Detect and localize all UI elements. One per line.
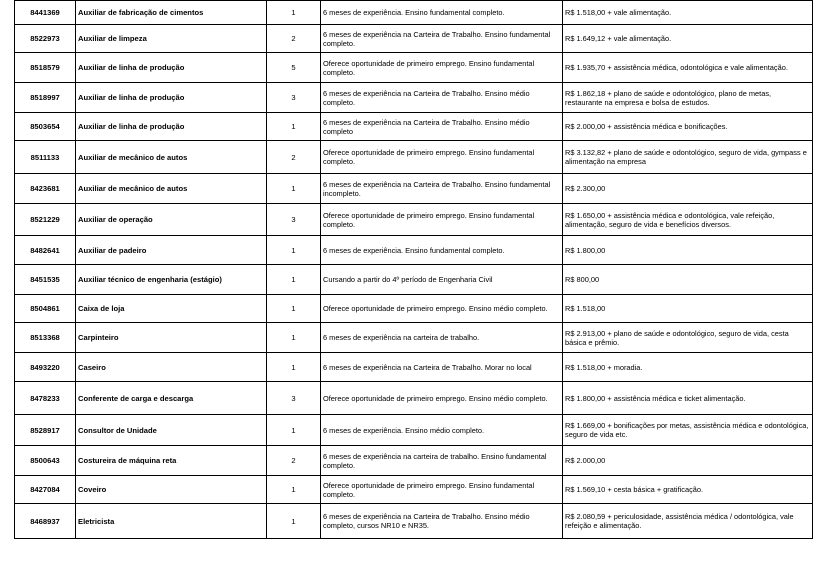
vacancy-count: 1 bbox=[267, 415, 321, 446]
vacancy-count: 3 bbox=[267, 83, 321, 113]
job-title: Auxiliar de linha de produção bbox=[76, 53, 267, 83]
vacancy-code: 8513368 bbox=[15, 323, 76, 353]
vacancy-code: 8468937 bbox=[15, 504, 76, 539]
vacancy-count: 5 bbox=[267, 53, 321, 83]
requirements: Oferece oportunidade de primeiro emprego. Ensino fundamental completo. bbox=[321, 204, 563, 236]
salary-benefits: R$ 1.649,12 + vale alimentação. bbox=[563, 25, 813, 53]
requirements: 6 meses de experiência na Carteira de Trabalho. Ensino médio completo, cursos NR10 e NR35. bbox=[321, 504, 563, 539]
vacancy-code: 8511133 bbox=[15, 141, 76, 174]
vacancy-count: 1 bbox=[267, 174, 321, 204]
requirements: Cursando a partir do 4º período de Engenharia Civil bbox=[321, 265, 563, 295]
vacancy-code: 8521229 bbox=[15, 204, 76, 236]
vacancy-count: 1 bbox=[267, 265, 321, 295]
vacancy-count: 2 bbox=[267, 141, 321, 174]
table-row bbox=[15, 382, 813, 415]
vacancy-count: 1 bbox=[267, 295, 321, 323]
vacancy-code: 8427084 bbox=[15, 476, 76, 504]
table-row bbox=[15, 504, 813, 539]
requirements: 6 meses de experiência na Carteira de Trabalho. Ensino médio completo. bbox=[321, 83, 563, 113]
table-row bbox=[15, 236, 813, 265]
salary-benefits: R$ 1.518,00 + vale alimentação. bbox=[563, 1, 813, 25]
vacancy-code: 8528917 bbox=[15, 415, 76, 446]
vacancy-count: 1 bbox=[267, 353, 321, 382]
vacancy-code: 8482641 bbox=[15, 236, 76, 265]
salary-benefits: R$ 1.569,10 + cesta básica + gratificação. bbox=[563, 476, 813, 504]
job-title: Auxiliar de operação bbox=[76, 204, 267, 236]
table-row bbox=[15, 295, 813, 323]
salary-benefits: R$ 1.935,70 + assistência médica, odontológica e vale alimentação. bbox=[563, 53, 813, 83]
vacancy-count: 1 bbox=[267, 1, 321, 25]
vacancy-code: 8423681 bbox=[15, 174, 76, 204]
salary-benefits: R$ 1.669,00 + bonificações por metas, assistência médica e odontológica, seguro de vida etc. bbox=[563, 415, 813, 446]
vacancy-code: 8441369 bbox=[15, 1, 76, 25]
vacancy-code: 8478233 bbox=[15, 382, 76, 415]
table-row bbox=[15, 204, 813, 236]
salary-benefits: R$ 1.800,00 + assistência médica e ticket alimentação. bbox=[563, 382, 813, 415]
job-title: Auxiliar de padeiro bbox=[76, 236, 267, 265]
requirements: 6 meses de experiência. Ensino médio completo. bbox=[321, 415, 563, 446]
job-title: Caixa de loja bbox=[76, 295, 267, 323]
job-listing-sheet bbox=[14, 0, 813, 539]
vacancy-count: 1 bbox=[267, 236, 321, 265]
salary-benefits: R$ 2.300,00 bbox=[563, 174, 813, 204]
salary-benefits: R$ 1.518,00 bbox=[563, 295, 813, 323]
table-row bbox=[15, 446, 813, 476]
job-title: Auxiliar de linha de produção bbox=[76, 113, 267, 141]
salary-benefits: R$ 2.080,59 + periculosidade, assistência médica / odontológica, vale refeição e alimentação. bbox=[563, 504, 813, 539]
table-row bbox=[15, 476, 813, 504]
job-title: Coveiro bbox=[76, 476, 267, 504]
table-row bbox=[15, 1, 813, 25]
requirements: 6 meses de experiência na carteira de trabalho. Ensino fundamental completo. bbox=[321, 446, 563, 476]
requirements: 6 meses de experiência na Carteira de Trabalho. Ensino médio completo bbox=[321, 113, 563, 141]
vacancy-count: 1 bbox=[267, 323, 321, 353]
vacancy-count: 2 bbox=[267, 446, 321, 476]
table-row bbox=[15, 53, 813, 83]
vacancy-count: 1 bbox=[267, 476, 321, 504]
vacancy-code: 8518997 bbox=[15, 83, 76, 113]
salary-benefits: R$ 3.132,82 + plano de saúde e odontológico, seguro de vida, gympass e alimentação na empresa bbox=[563, 141, 813, 174]
job-table bbox=[14, 0, 813, 539]
table-row bbox=[15, 323, 813, 353]
vacancy-count: 3 bbox=[267, 204, 321, 236]
job-title: Consultor de Unidade bbox=[76, 415, 267, 446]
job-title: Caseiro bbox=[76, 353, 267, 382]
table-row bbox=[15, 353, 813, 382]
salary-benefits: R$ 1.800,00 bbox=[563, 236, 813, 265]
requirements: Oferece oportunidade de primeiro emprego. Ensino fundamental completo. bbox=[321, 141, 563, 174]
requirements: 6 meses de experiência na Carteira de Trabalho. Ensino fundamental incompleto. bbox=[321, 174, 563, 204]
salary-benefits: R$ 2.913,00 + plano de saúde e odontológico, seguro de vida, cesta básica e prêmio. bbox=[563, 323, 813, 353]
vacancy-code: 8518579 bbox=[15, 53, 76, 83]
vacancy-code: 8493220 bbox=[15, 353, 76, 382]
requirements: 6 meses de experiência na Carteira de Trabalho. Ensino fundamental completo. bbox=[321, 25, 563, 53]
salary-benefits: R$ 2.000,00 + assistência médica e bonificações. bbox=[563, 113, 813, 141]
vacancy-code: 8503654 bbox=[15, 113, 76, 141]
requirements: 6 meses de experiência. Ensino fundamental completo. bbox=[321, 1, 563, 25]
requirements: Oferece oportunidade de primeiro emprego. Ensino fundamental completo. bbox=[321, 476, 563, 504]
salary-benefits: R$ 800,00 bbox=[563, 265, 813, 295]
job-title: Auxiliar de mecânico de autos bbox=[76, 174, 267, 204]
salary-benefits: R$ 1.518,00 + moradia. bbox=[563, 353, 813, 382]
table-row bbox=[15, 113, 813, 141]
vacancy-count: 1 bbox=[267, 504, 321, 539]
vacancy-code: 8500643 bbox=[15, 446, 76, 476]
job-title: Carpinteiro bbox=[76, 323, 267, 353]
job-title: Conferente de carga e descarga bbox=[76, 382, 267, 415]
vacancy-code: 8504861 bbox=[15, 295, 76, 323]
table-row bbox=[15, 25, 813, 53]
vacancy-count: 2 bbox=[267, 25, 321, 53]
salary-benefits: R$ 1.862,18 + plano de saúde e odontológico, plano de metas, restaurante na empresa e bolsa de estudos. bbox=[563, 83, 813, 113]
requirements: 6 meses de experiência na carteira de trabalho. bbox=[321, 323, 563, 353]
job-title: Auxiliar de mecânico de autos bbox=[76, 141, 267, 174]
requirements: Oferece oportunidade de primeiro emprego. Ensino médio completo. bbox=[321, 295, 563, 323]
table-row bbox=[15, 174, 813, 204]
table-row bbox=[15, 141, 813, 174]
vacancy-count: 3 bbox=[267, 382, 321, 415]
table-row bbox=[15, 265, 813, 295]
job-title: Auxiliar de fabricação de cimentos bbox=[76, 1, 267, 25]
table-row bbox=[15, 415, 813, 446]
job-title: Eletricista bbox=[76, 504, 267, 539]
requirements: 6 meses de experiência na Carteira de Trabalho. Morar no local bbox=[321, 353, 563, 382]
job-title: Costureira de máquina reta bbox=[76, 446, 267, 476]
salary-benefits: R$ 1.650,00 + assistência médica e odontológica, vale refeição, alimentação, seguro de vida e benefícios diversos. bbox=[563, 204, 813, 236]
table-row bbox=[15, 83, 813, 113]
vacancy-code: 8522973 bbox=[15, 25, 76, 53]
job-title: Auxiliar técnico de engenharia (estágio) bbox=[76, 265, 267, 295]
salary-benefits: R$ 2.000,00 bbox=[563, 446, 813, 476]
vacancy-count: 1 bbox=[267, 113, 321, 141]
vacancy-code: 8451535 bbox=[15, 265, 76, 295]
requirements: Oferece oportunidade de primeiro emprego. Ensino fundamental completo. bbox=[321, 53, 563, 83]
job-title: Auxiliar de limpeza bbox=[76, 25, 267, 53]
job-title: Auxiliar de linha de produção bbox=[76, 83, 267, 113]
requirements: Oferece oportunidade de primeiro emprego. Ensino médio completo. bbox=[321, 382, 563, 415]
requirements: 6 meses de experiência. Ensino fundamental completo. bbox=[321, 236, 563, 265]
job-table-body bbox=[15, 1, 813, 539]
